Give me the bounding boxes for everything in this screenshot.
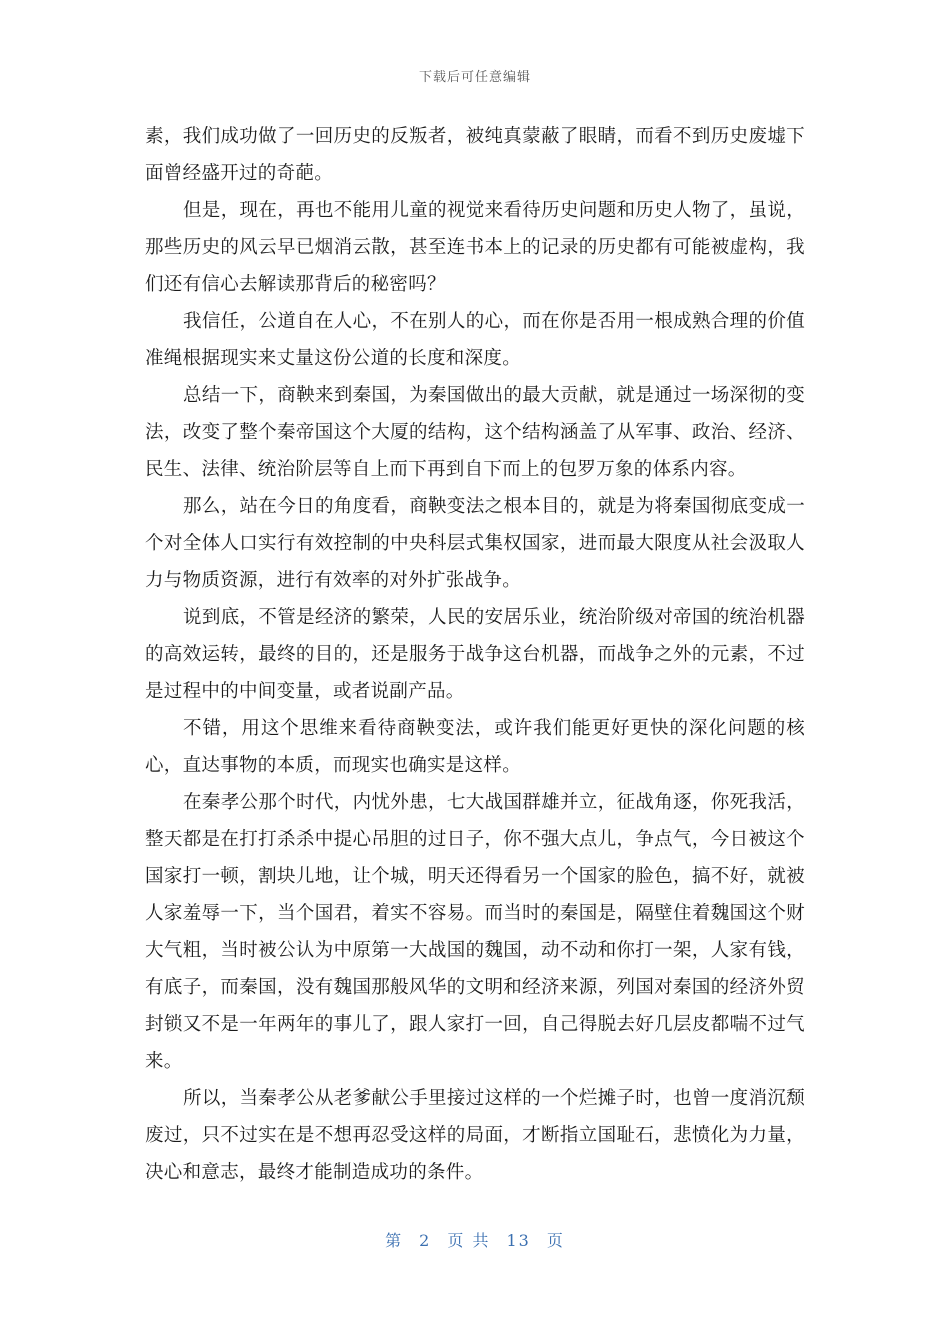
paragraph: 素，我们成功做了一回历史的反叛者，被纯真蒙蔽了眼睛，而看不到历史废墟下面曾经盛开过的奇葩。	[145, 126, 805, 184]
footer-prefix: 第	[385, 1231, 404, 1250]
paragraph: 所以，当秦孝公从老爹献公手里接过这样的一个烂摊子时，也曾一度消沉颓废过，只不过实在是不想再忍受这样的局面，才断指立国耻石，悲愤化为力量，决心和意志，最终才能制造成功的条件。	[145, 1088, 805, 1183]
footer-page-number: 2	[419, 1231, 432, 1250]
document-body	[145, 118, 805, 1191]
footer-middle: 页 共	[447, 1231, 491, 1250]
paragraph: 但是，现在，再也不能用儿童的视觉来看待历史问题和历史人物了，虽说，那些历史的风云早已烟消云散，甚至连书本上的记录的历史都有可能被虚构，我们还有信心去解读那背后的秘密吗？	[145, 200, 805, 295]
paragraph: 说到底，不管是经济的繁荣，人民的安居乐业，统治阶级对帝国的统治机器的高效运转，最终的目的，还是服务于战争这台机器，而战争之外的元素，不过是过程中的中间变量，或者说副产品。	[145, 607, 805, 702]
page-header: 下载后可任意编辑	[418, 70, 531, 85]
paragraph: 总结一下，商鞅来到秦国，为秦国做出的最大贡献，就是通过一场深彻的变法，改变了整个秦帝国这个大厦的结构，这个结构涵盖了从军事、政治、经济、民生、法律、统治阶层等自上而下再到自下而上的包罗万象的体系内容。	[145, 385, 805, 480]
paragraph: 在秦孝公那个时代，内忧外患，七大战国群雄并立，征战角逐，你死我活，整天都是在打打杀杀中提心吊胆的过日子，你不强大点儿，争点气，今日被这个国家打一顿，割块儿地，让个城，明天还得看另一个国家的脸色，搞不好，就被人家羞辱一下，当个国君，着实不容易。而当时的秦国是，隔壁住着魏国这个财大气粗，当时被公认为中原第一大战国的魏国，动不动和你打一架，人家有钱，有底子，而秦国，没有魏国那般风华的文明和经济来源，列国对秦国的经济外贸封锁又不是一年两年的事儿了，跟人家打一回，自己得脱去好几层皮都喘不过气来。	[145, 792, 805, 1072]
paragraph: 不错，用这个思维来看待商鞅变法，或许我们能更好更快的深化问题的核心，直达事物的本质，而现实也确实是这样。	[145, 718, 805, 776]
footer-suffix: 页	[546, 1231, 565, 1250]
paragraph: 我信任，公道自在人心，不在别人的心，而在你是否用一根成熟合理的价值准绳根据现实来丈量这份公道的长度和深度。	[145, 311, 805, 369]
footer-total-pages: 13	[506, 1231, 531, 1250]
page-footer	[0, 1228, 950, 1251]
paragraph: 那么，站在今日的角度看，商鞅变法之根本目的，就是为将秦国彻底变成一个对全体人口实行有效控制的中央科层式集权国家，进而最大限度从社会汲取人力与物质资源，进行有效率的对外扩张战争。	[145, 496, 805, 591]
